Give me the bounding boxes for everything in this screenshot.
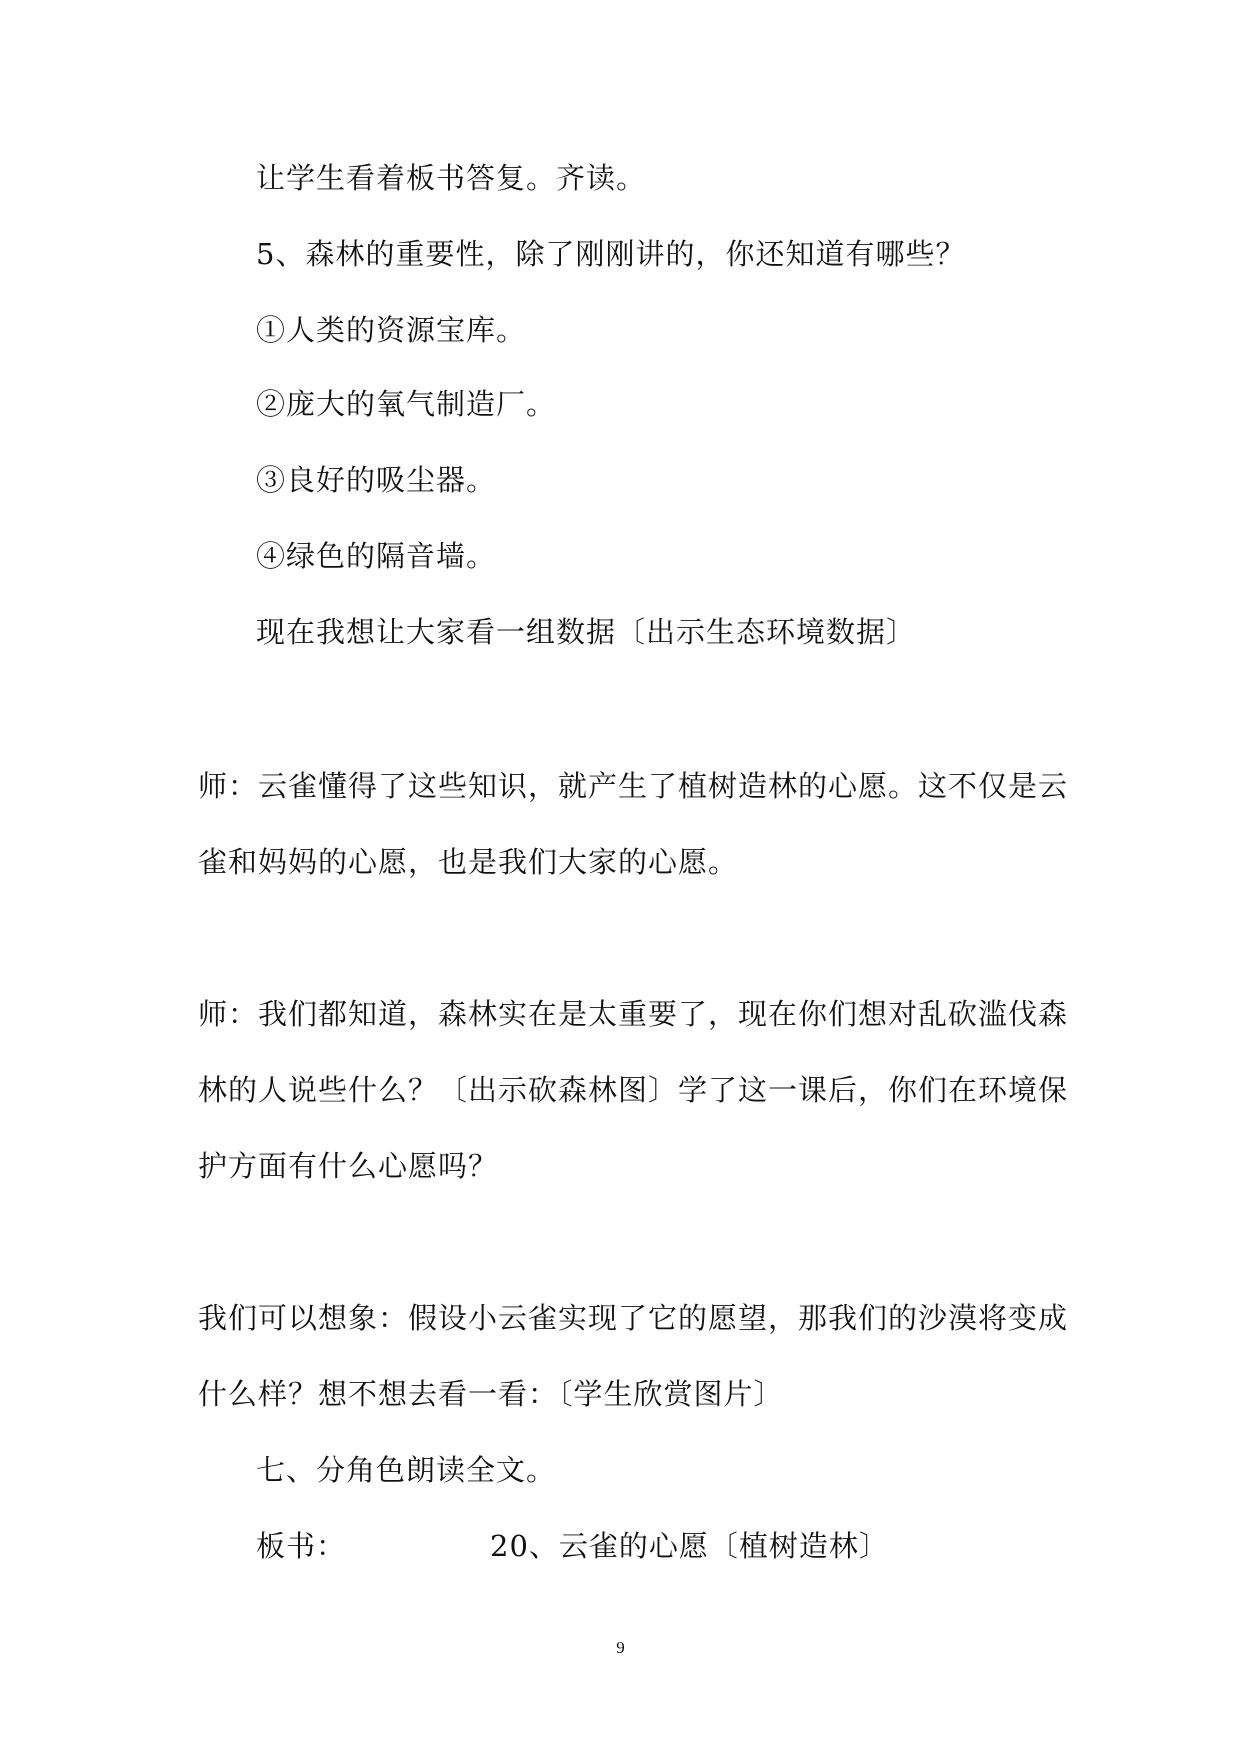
board-label: 板书： — [256, 1529, 347, 1563]
list-item: ②庞大的氧气制造厂。 — [256, 387, 557, 421]
section-heading: 七、分角色朗读全文。 — [256, 1453, 557, 1487]
paragraph-line: 护方面有什么心愿吗？ — [198, 1149, 499, 1183]
paragraph-line: 雀和妈妈的心愿，也是我们大家的心愿。 — [198, 845, 739, 879]
paragraph-line: 我们可以想象：假设小云雀实现了它的愿望，那我们的沙漠将变成 — [198, 1301, 1069, 1335]
paragraph-line: 师：我们都知道，森林实在是太重要了，现在你们想对乱砍滥伐森 — [198, 997, 1069, 1031]
page-number: 9 — [616, 1638, 625, 1657]
list-item: ①人类的资源宝库。 — [256, 313, 527, 347]
paragraph-line: 5、森林的重要性，除了刚刚讲的，你还知道有哪些？ — [256, 237, 966, 271]
paragraph-line: 师：云雀懂得了这些知识，就产生了植树造林的心愿。这不仅是云 — [198, 769, 1069, 803]
board-title: 20、云雀的心愿〔植树造林〕 — [490, 1529, 889, 1563]
paragraph-line: 林的人说些什么？〔出示砍森林图〕学了这一课后，你们在环境保 — [198, 1073, 1069, 1107]
paragraph-line: 现在我想让大家看一组数据〔出示生态环境数据〕 — [256, 615, 917, 649]
list-item: ③良好的吸尘器。 — [256, 463, 497, 497]
paragraph-line: 让学生看着板书答复。齐读。 — [256, 161, 647, 195]
paragraph-line: 什么样？想不想去看一看：〔学生欣赏图片〕 — [198, 1377, 784, 1411]
list-item: ④绿色的隔音墙。 — [256, 539, 497, 573]
